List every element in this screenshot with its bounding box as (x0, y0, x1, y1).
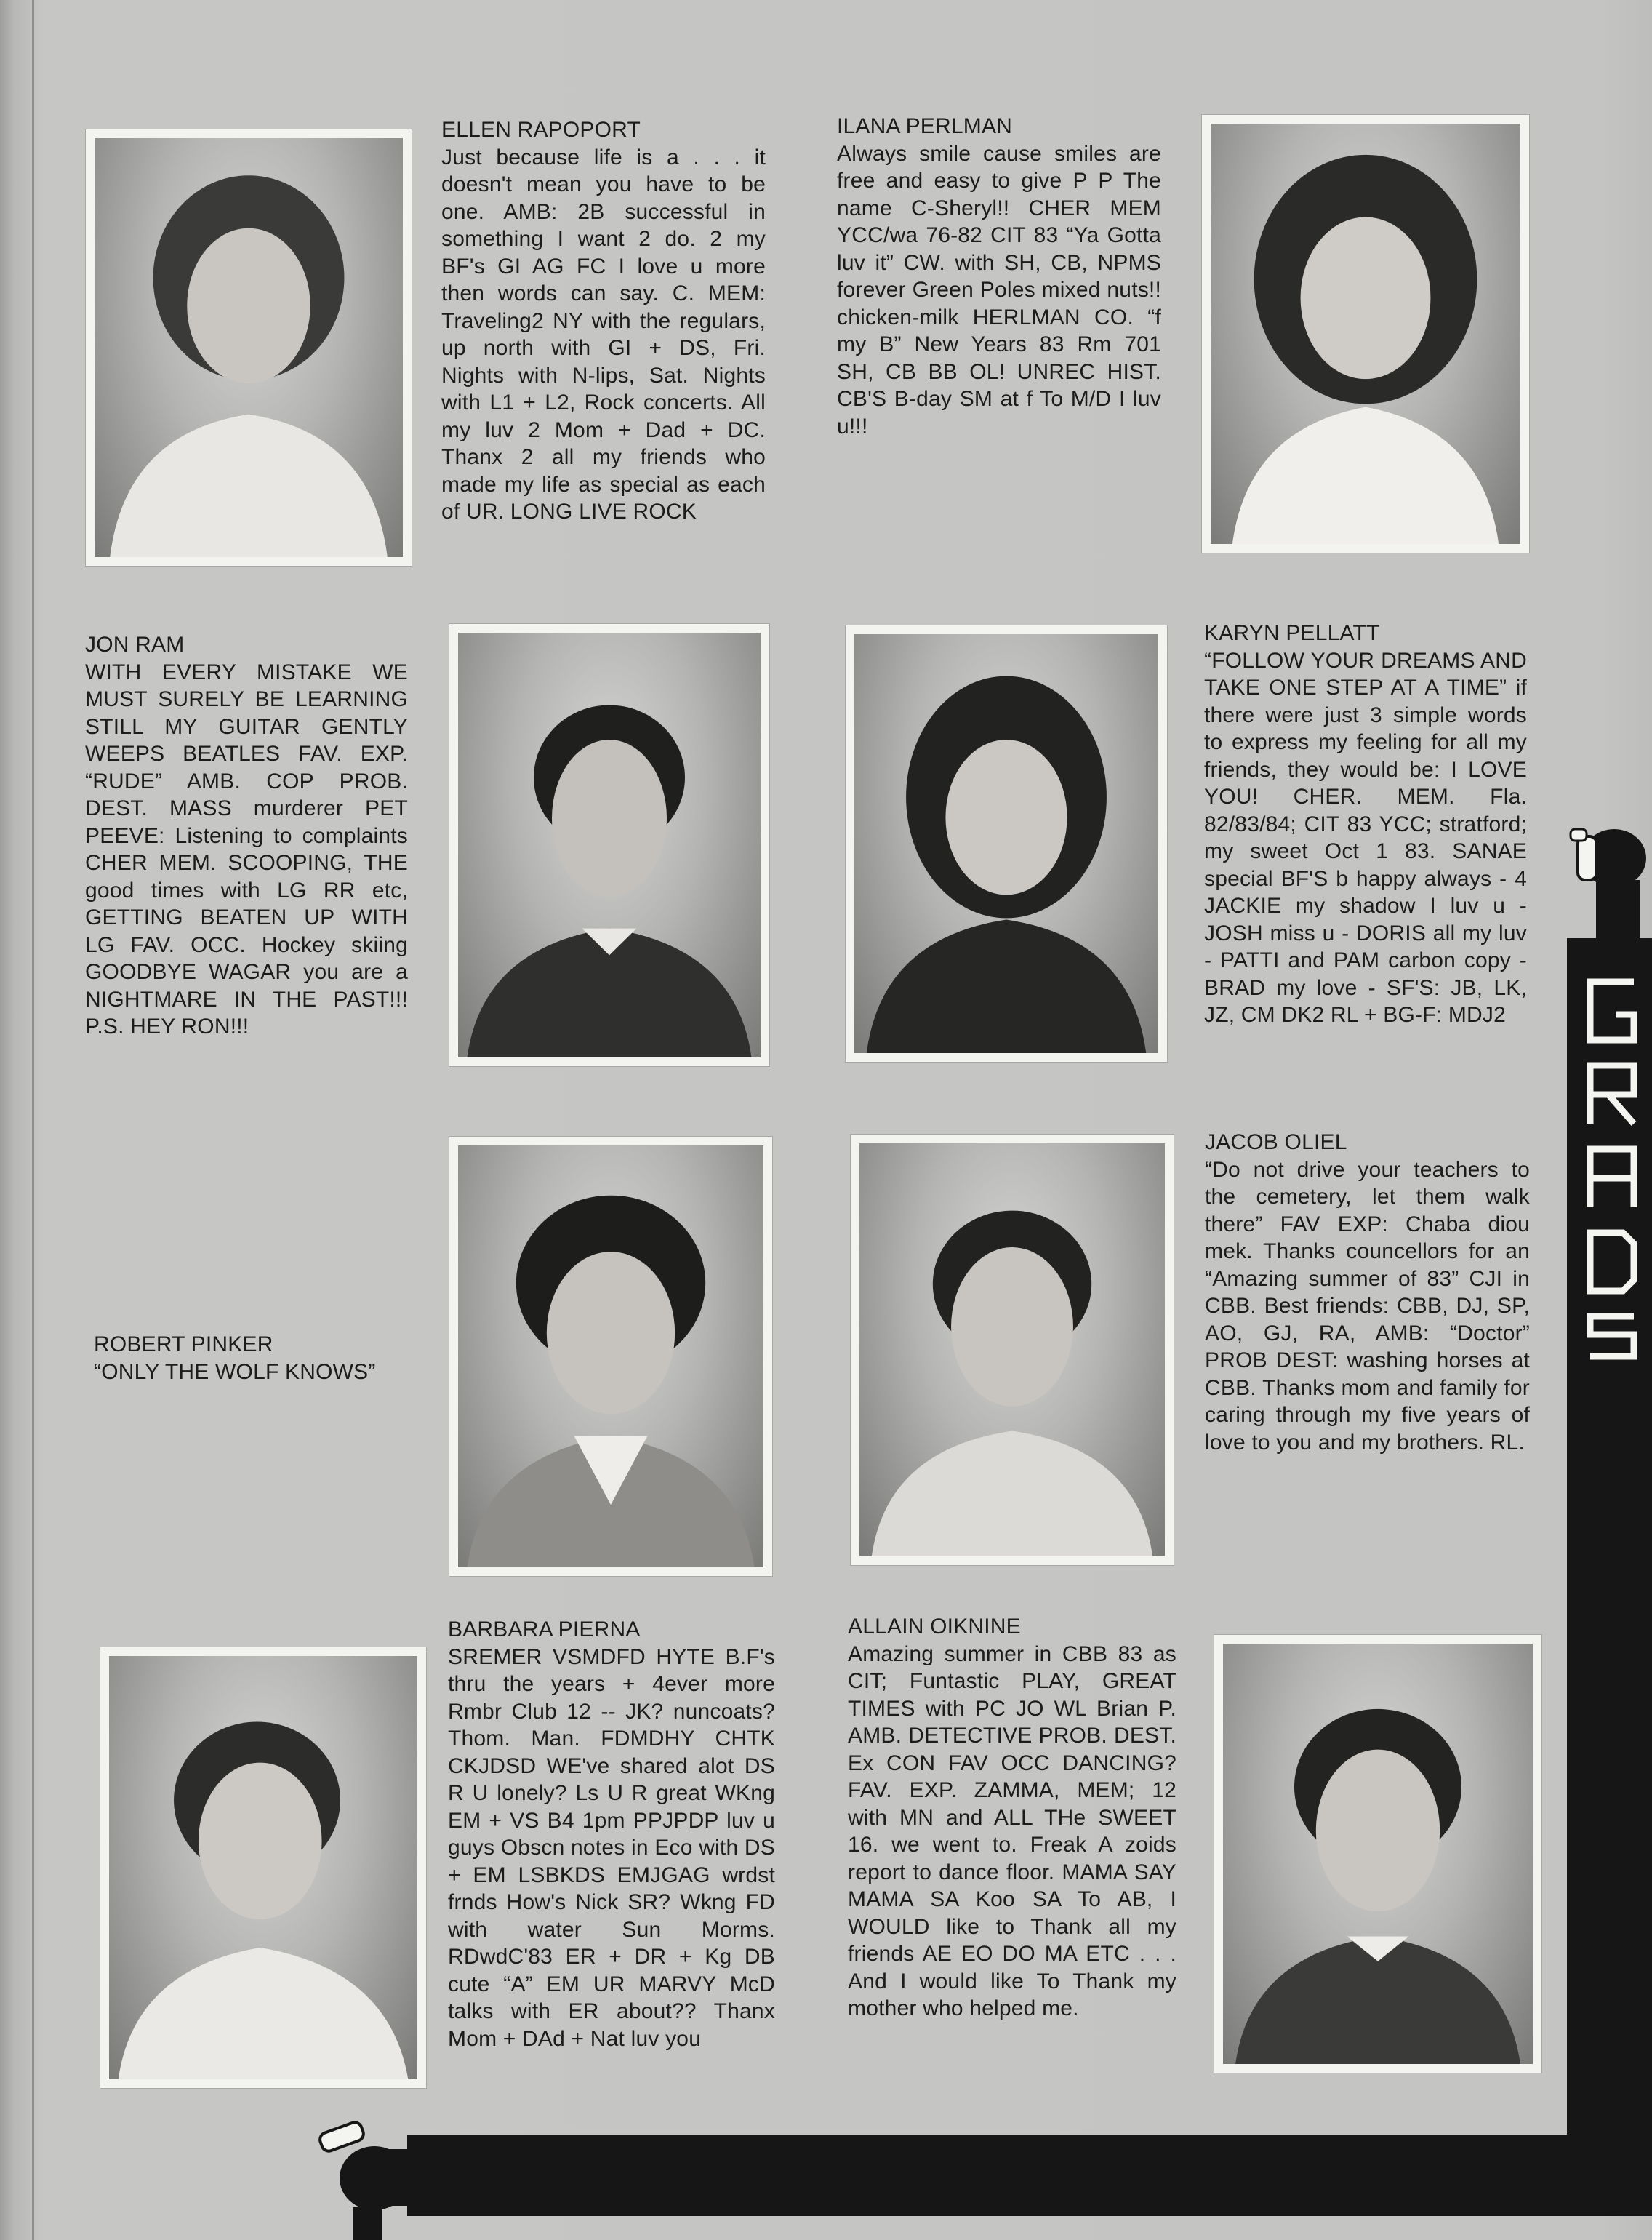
bio-ellen-rapoport (441, 116, 766, 526)
portrait-jon-ram (449, 624, 769, 1066)
grads-title (1579, 967, 1645, 1360)
student-bio: “ONLY THE WOLF KNOWS” (94, 1359, 376, 1384)
bio-ilana-perlman (837, 113, 1161, 440)
student-bio: WITH EVERY MISTAKE WE MUST SURELY BE LEARNING STILL MY GUITAR GENTLY WEEPS BEATLES FAV. EXP. “RUDE” AMB. COP PROB. DEST. MASS murderer PET PEEVE: Listening to complaints CHER MEM. SCOOPING, THE good times with LG RR etc, GETTING BEATEN UP WITH LG FAV. OCC. Hockey skiing GOODBYE WAGAR you are a NIGHTMARE IN THE PAST!!! P.S. HEY RON!!! (85, 660, 408, 1039)
bio-karyn-pellatt (1204, 620, 1527, 1029)
portrait-ilana-perlman (1202, 115, 1529, 553)
student-name: JON RAM (85, 633, 185, 657)
student-name: ELLEN RAPOPORT (441, 118, 641, 142)
fist-holding-scroll-icon (313, 2105, 436, 2240)
bio-barbara-pierna (448, 1616, 775, 2052)
student-bio: Always smile cause smiles are free and easy to give P P The name C-Sheryl!! CHER MEM YCC/wa 76-82 CIT 83 “Ya Gotta luv it” CW. with SH, CB, NPMS forever Green Poles mixed nuts!! chicken-milk HERLMAN CO. “f my B” New Years 83 Rm 701 SH, CB BB OL! UNREC HIST. CB'S B-day SM at f To M/D I luv u!!! (837, 141, 1161, 439)
student-bio: “FOLLOW YOUR DREAMS AND TAKE ONE STEP AT A TIME” if there were just 3 simple words to express my feeling for all my friends, they would be: I LOVE YOU! CHER. MEM. Fla. 82/83/84; CIT 83 YCC; stratford; my sweet Oct 1 83. SANAE special BF'S b happy always - 4 JACKIE my shadow I luv u - JOSH miss u - DORIS all my luv - PATTI and PAM carbon copy - BRAD my love - SF'S: JB, LK, JZ, CM DK2 RL + BG-F: MDJ2 (1204, 648, 1527, 1027)
bio-allain-oiknine (848, 1613, 1176, 2023)
portrait-photo (458, 633, 761, 1057)
grads-banner-horizontal (407, 2135, 1652, 2216)
portrait-ellen-rapoport (86, 129, 412, 566)
bio-jacob-oliel (1205, 1129, 1530, 1456)
portrait-photo (1223, 1644, 1533, 2064)
portrait-photo (95, 138, 403, 557)
portrait-barbara-pierna (100, 1647, 426, 2088)
student-name: KARYN PELLATT (1204, 621, 1380, 645)
student-bio: Just because life is a . . . it doesn't mean you have to be one. AMB: 2B successful in something I want 2 do. 2 my BF's GI AG FC I love u more then words can say. C. MEM: Traveling2 NY with the regulars, up north with GI + DS, Fri. Nights with N-lips, Sat. Nights with L1 + L2, Rock concerts. All my luv 2 Mom + Dad + DC. Thanx 2 all my friends who made my life as special as each of UR. LONG LIVE ROCK (441, 145, 766, 524)
portrait-jacob-oliel (851, 1135, 1174, 1565)
student-name: ALLAIN OIKNINE (848, 1615, 1021, 1639)
portrait-allain-oiknine (1214, 1635, 1541, 2073)
portrait-photo (854, 634, 1158, 1053)
portrait-photo (458, 1145, 763, 1567)
portrait-karyn-pellatt (846, 625, 1167, 1062)
student-bio: SREMER VSMDFD HYTE B.F's thru the years + 4ever more Rmbr Club 12 -- JK? nuncoats? Thom. Man. FDMDHY CHTK CKJDSD WE've shared alot DS R U lonely? Ls U R great WKng EM + VS B4 1pm PPJPDP luv u guys Obscn notes in Eco with DS + EM LSBKDS EMJGAG wrdst frnds How's Nick SR? Wkng FD with water Sun Morms. RDwdC'83 ER + DR + Kg DB cute “A” EM UR MARVY McD talks with ER about?? Thanx Mom + DAd + Nat luv you (448, 1644, 775, 2051)
portrait-photo (859, 1143, 1165, 1556)
portrait-photo (109, 1656, 417, 2079)
bio-jon-ram (85, 631, 408, 1041)
student-bio: Amazing summer in CBB 83 as CIT; Funtastic PLAY, GREAT TIMES with PC JO WL Brian P. AMB. DETECTIVE PROB. DEST. Ex CON FAV OCC DANCING? FAV. EXP. ZAMMA, MEM; 12 with MN and ALL THe SWEET 16. we went to. Freak A zoids report to dance floor. MAMA SAY MAMA SA Koo SA To AB, I WOULD like to Thank all my friends AE EO DO MA ETC . . . And I would like To Thank my mother who helped me. (848, 1641, 1176, 2020)
student-name: ROBERT PINKER (94, 1332, 273, 1356)
student-name: BARBARA PIERNA (448, 1617, 641, 1641)
student-name: JACOB OLIEL (1205, 1130, 1347, 1154)
bio-robert-pinker (94, 1331, 414, 1385)
student-name: ILANA PERLMAN (837, 114, 1013, 138)
binding-gutter (32, 0, 34, 2240)
student-bio: “Do not drive your teachers to the cemetery, let them walk there” FAV EXP: Chaba diou mek. Thanks councellors for an “Amazing summer of 83” CJI in CBB. Best friends: CBB, DJ, SP, AO, GJ, RA, AMB: “Doctor” PROB DEST: washing horses at CBB. Thanks mom and family for caring through my five years of love to you and my brothers. RL. (1205, 1157, 1530, 1455)
portrait-photo (1211, 124, 1520, 544)
portrait-robert-pinker (449, 1137, 772, 1576)
fist-holding-scroll-icon (1563, 807, 1652, 945)
